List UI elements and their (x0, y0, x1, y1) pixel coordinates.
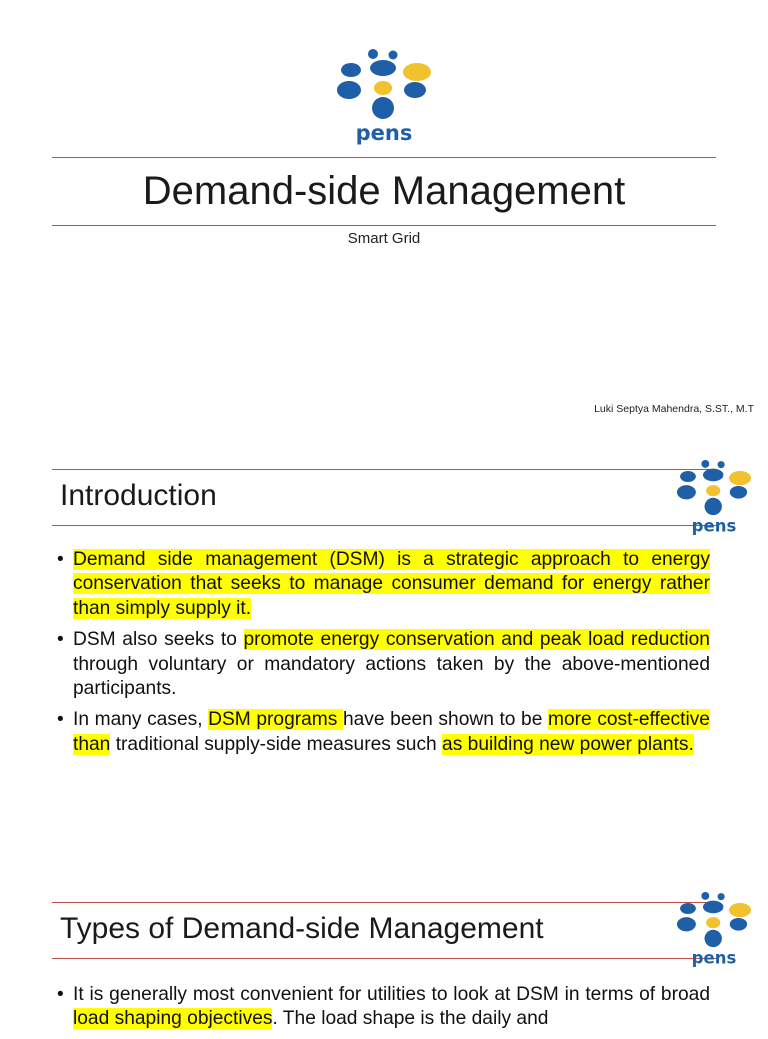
top-rule (52, 469, 716, 470)
logo-text: pens (691, 516, 737, 536)
author-name: Luki Septya Mahendra, S.ST., M.T (594, 403, 754, 415)
title-slide (0, 0, 768, 432)
logo-text: pens (355, 121, 413, 145)
bullet-text: It is generally most convenient for utilities to look at DSM in terms of broad (73, 984, 710, 1005)
bottom-rule (52, 225, 716, 226)
slide-title: Introduction (60, 479, 217, 512)
slide-title: Types of Demand-side Management (60, 912, 544, 945)
bullet-list (56, 548, 710, 764)
bullet-text: through voluntary or mandatory actions taken by the above-mentioned participants. (73, 653, 710, 700)
top-rule (52, 157, 716, 158)
types-slide (0, 868, 768, 1030)
logo-text: pens (691, 948, 737, 968)
bullet-item (56, 983, 710, 1032)
bullet-text: traditional supply-side measures such (110, 733, 443, 755)
introduction-slide (0, 440, 768, 840)
bottom-rule (52, 958, 716, 959)
bullet-text: . The load shape is the daily and (272, 1008, 549, 1030)
bullet-text: have been shown to be (342, 709, 548, 731)
pens-logo (331, 44, 437, 148)
highlighted-text: as building new power plants. (442, 733, 694, 755)
bullet-item (56, 628, 710, 701)
highlighted-text: more cost-effective than (73, 709, 710, 755)
bullet-list (56, 983, 710, 1039)
bullet-item (56, 548, 710, 621)
highlighted-text: load shaping objectives (73, 1008, 273, 1030)
highlighted-text: promote energy conservation and peak load reduction (243, 629, 710, 651)
highlighted-text: Demand side management (DSM) is a strategic approach to energy conservation that seeks to manage consumer demand for energy rather than simply supply it. (73, 549, 710, 619)
pens-logo (672, 456, 756, 538)
bottom-rule (52, 525, 716, 526)
presentation-subtitle: Smart Grid (347, 230, 421, 247)
bullet-text: DSM also seeks to (73, 629, 244, 651)
highlighted-text: DSM programs (208, 709, 343, 731)
top-rule (52, 902, 716, 903)
pens-logo (672, 888, 756, 970)
presentation-title: Demand-side Management (142, 169, 626, 213)
bullet-text: In many cases, (73, 709, 209, 731)
bullet-item (56, 708, 710, 757)
